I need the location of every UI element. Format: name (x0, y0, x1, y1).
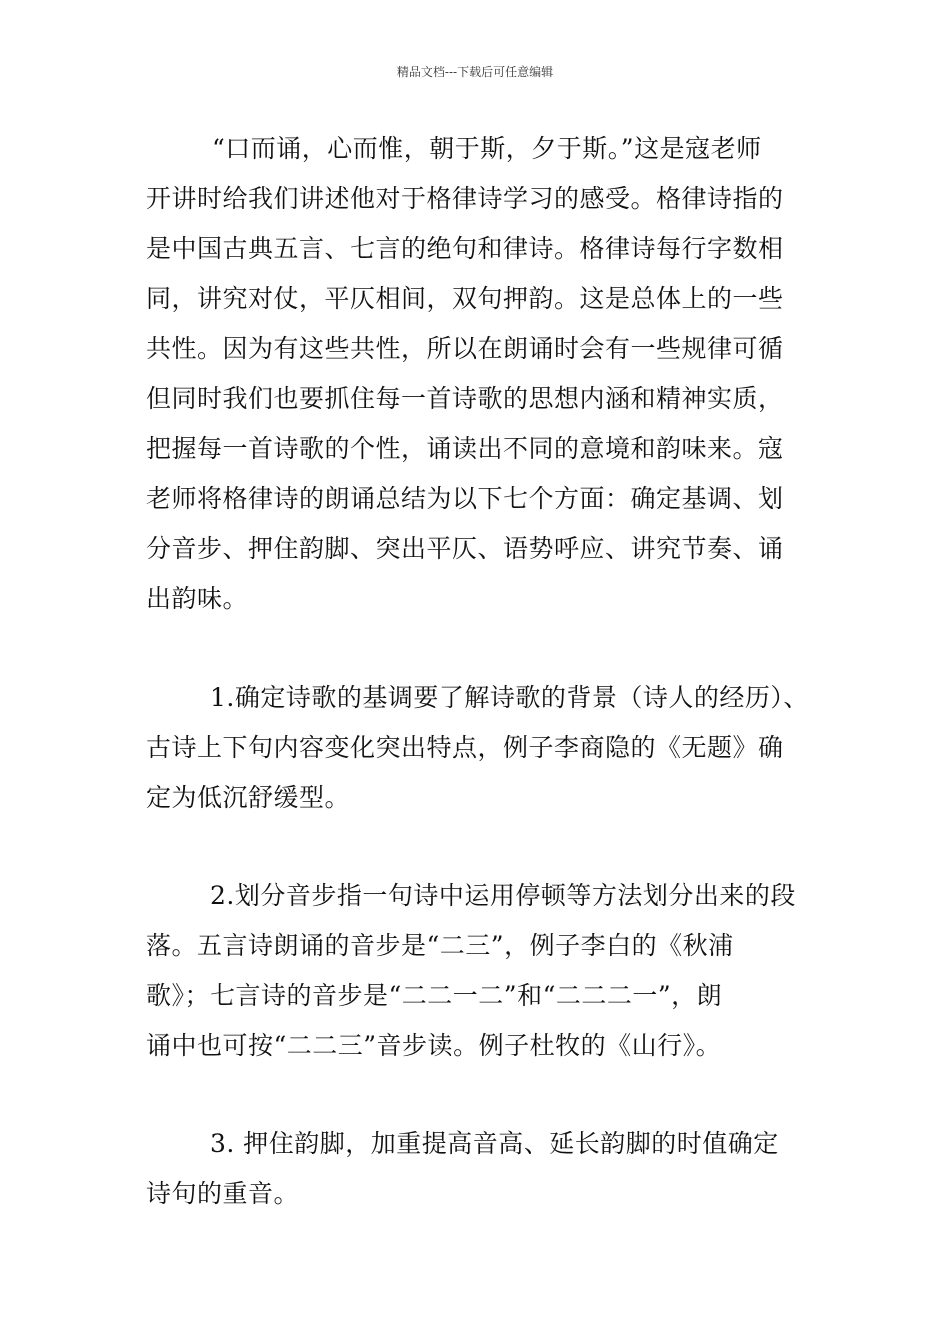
text-line: 老师将格律诗的朗诵总结为以下七个方面：确定基调、划 (146, 484, 784, 513)
paragraph-intro (146, 124, 810, 624)
text-line: 开讲时给我们讲述他对于格律诗学习的感受。格律诗指的 (146, 184, 784, 213)
text-line: 3. 押住韵脚，加重提高音高、延长韵脚的时值确定 (210, 1129, 779, 1158)
text-line: 同，讲究对仗，平仄相间，双句押韵。这是总体上的一些 (146, 284, 784, 313)
page-header: 精品文档---下载后可任意编辑 (396, 65, 554, 79)
text-line: 歌》；七言诗的音步是“二二一二”和“二二二一”，朗 (146, 981, 723, 1010)
text-line: 定为低沉舒缓型。 (146, 783, 351, 812)
paragraph-item-2 (146, 871, 810, 1071)
text-line: 分音步、押住韵脚、突出平仄、语势呼应、讲究节奏、诵 (146, 534, 784, 563)
text-line: 诵中也可按“二二三”音步读。例子杜牧的《山行》。 (146, 1031, 722, 1060)
text-line: 是中国古典五言、七言的绝句和律诗。格律诗每行字数相 (146, 234, 784, 263)
text-line: 落。五言诗朗诵的音步是“二三”，例子李白的《秋浦 (146, 931, 734, 960)
text-line: 1.确定诗歌的基调要了解诗歌的背景（诗人的经历）、 (210, 683, 809, 712)
text-line: 古诗上下句内容变化突出特点，例子李商隐的《无题》确 (146, 733, 784, 762)
paragraph-item-1 (146, 673, 810, 823)
text-line: “口而诵，心而惟，朝于斯，夕于斯。”这是寇老师 (212, 134, 762, 163)
text-line: 把握每一首诗歌的个性，诵读出不同的意境和韵味来。寇 (146, 434, 784, 463)
text-line: 但同时我们也要抓住每一首诗歌的思想内涵和精神实质， (146, 384, 784, 413)
text-line: 共性。因为有这些共性，所以在朗诵时会有一些规律可循 (146, 334, 784, 363)
text-line: 2.划分音步指一句诗中运用停顿等方法划分出来的段 (210, 881, 796, 910)
text-line: 出韵味。 (146, 584, 249, 613)
text-line: 诗句的重音。 (146, 1179, 300, 1208)
paragraph-item-3 (146, 1119, 810, 1219)
